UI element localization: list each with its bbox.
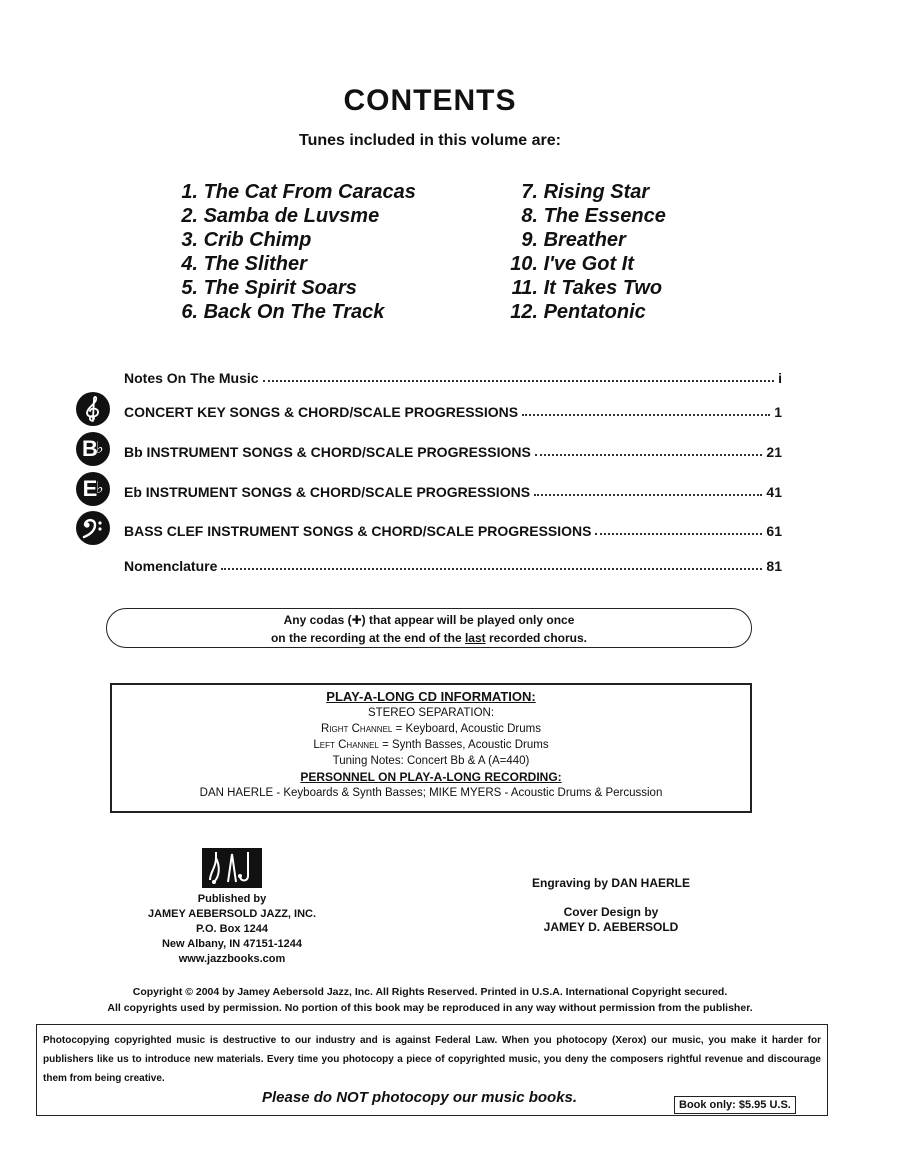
e-flat-icon: E ♭ xyxy=(76,472,110,506)
toc-leader-dots xyxy=(522,414,770,416)
tuning-notes-line: Tuning Notes: Concert Bb & A (A=440) xyxy=(332,755,530,767)
toc-row-notes[interactable] xyxy=(124,364,782,386)
tune-list-right xyxy=(500,180,666,324)
tune-item: 11. It Takes Two xyxy=(511,277,663,299)
toc-page-number: 41 xyxy=(766,484,782,500)
toc-page-number: 61 xyxy=(766,523,782,539)
tune-item: 10. I've Got It xyxy=(510,253,634,275)
toc-page-number: 1 xyxy=(774,404,782,420)
toc-page-number: i xyxy=(778,370,782,386)
photocopy-warning-text: Photocopying copyrighted music is destructive to our industry and is against Federal Law. When you photocopy (Xerox) our music, you make it harder for publishers like us to introduce new materials. Every time you photocopy a piece of copyrighted music, you deny the composers rightful revenue and discourage them from being creative. xyxy=(43,1035,821,1084)
toc-row-bass-clef[interactable] xyxy=(124,517,782,539)
photocopy-plea: Please do NOT photocopy our music books. xyxy=(262,1089,578,1106)
toc-leader-dots xyxy=(534,494,762,496)
toc-label: CONCERT KEY SONGS & CHORD/SCALE PROGRESSIONS xyxy=(124,404,519,420)
page-subtitle: Tunes included in this volume are: xyxy=(299,132,561,149)
coda-note-line: Any codas (✚) that appear will be played only once xyxy=(283,613,575,627)
right-channel-line: Right Channel = Keyboard, Acoustic Drums xyxy=(321,723,541,735)
left-channel-line: Left Channel = Synth Basses, Acoustic Drums xyxy=(313,739,549,751)
toc-label: Nomenclature xyxy=(124,558,218,574)
toc-page-number: 21 xyxy=(766,444,782,460)
toc-leader-dots xyxy=(221,568,762,570)
coda-note-line: on the recording at the end of the last recorded chorus. xyxy=(270,631,588,645)
tune-item: 6. Back On The Track xyxy=(181,301,385,323)
tune-item: 2. Samba de Luvsme xyxy=(181,205,380,227)
publisher-info: Published by JAMEY AEBERSOLD JAZZ, INC. P.O. Box 1244 New Albany, IN 47151-1244 www.jazzbooks.com xyxy=(120,892,344,967)
cd-info-box xyxy=(110,683,752,813)
tune-item: 1. The Cat From Caracas xyxy=(181,181,416,203)
page-title: CONTENTS xyxy=(343,84,517,117)
toc-leader-dots xyxy=(263,380,775,382)
toc-label: BASS CLEF INSTRUMENT SONGS & CHORD/SCALE PROGRESSIONS xyxy=(124,523,592,539)
tune-item: 12. Pentatonic xyxy=(510,301,646,323)
toc-label: Notes On The Music xyxy=(124,370,259,386)
publisher-website: www.jazzbooks.com xyxy=(178,953,286,965)
price-tag: Book only: $5.95 U.S. xyxy=(674,1096,796,1114)
publisher-logo xyxy=(202,848,262,888)
toc-label: Bb INSTRUMENT SONGS & CHORD/SCALE PROGRESSIONS xyxy=(124,444,531,460)
tune-item: 5. The Spirit Soars xyxy=(181,277,357,299)
cover-design-label: Cover Design by xyxy=(563,905,659,919)
toc-leader-dots xyxy=(535,454,763,456)
tune-item: 3. Crib Chimp xyxy=(181,229,312,251)
tune-item: 7. Rising Star xyxy=(521,181,650,203)
tune-item: 9. Breather xyxy=(521,229,626,251)
engraving-credit: Engraving by DAN HAERLE xyxy=(531,876,690,890)
cover-design-name: JAMEY D. AEBERSOLD xyxy=(543,920,679,934)
toc-row-bb-instrument[interactable] xyxy=(124,438,782,460)
cd-info-heading: PLAY-A-LONG CD INFORMATION: xyxy=(326,689,536,704)
tune-item: 4. The Slither xyxy=(181,253,307,275)
tune-list-left xyxy=(172,180,416,324)
coda-note-box xyxy=(106,608,752,648)
credits-block xyxy=(500,876,722,935)
toc-leader-dots xyxy=(595,533,762,535)
bass-clef-icon xyxy=(76,511,110,545)
toc-label: Eb INSTRUMENT SONGS & CHORD/SCALE PROGRESSIONS xyxy=(124,484,531,500)
toc-row-concert-key[interactable] xyxy=(124,398,782,420)
personnel-line: DAN HAERLE - Keyboards & Synth Basses; MIKE MYERS - Acoustic Drums & Percussion xyxy=(199,787,663,799)
personnel-heading: PERSONNEL ON PLAY-A-LONG RECORDING: xyxy=(300,770,562,784)
b-flat-icon: B ♭ xyxy=(76,432,110,466)
toc-row-nomenclature[interactable] xyxy=(124,552,782,574)
treble-clef-icon xyxy=(76,392,110,426)
toc-page-number: 81 xyxy=(766,558,782,574)
copyright-notice: Copyright © 2004 by Jamey Aebersold Jazz, Inc. All Rights Reserved. Printed in U.S.A. International Copyright secured. All copyrights used by permission. No portion of this book may be reproduced in any way without permission from the publisher. xyxy=(107,986,753,1014)
stereo-separation-label: STEREO SEPARATION: xyxy=(367,707,495,719)
tune-item: 8. The Essence xyxy=(521,205,666,227)
toc-row-eb-instrument[interactable] xyxy=(124,478,782,500)
